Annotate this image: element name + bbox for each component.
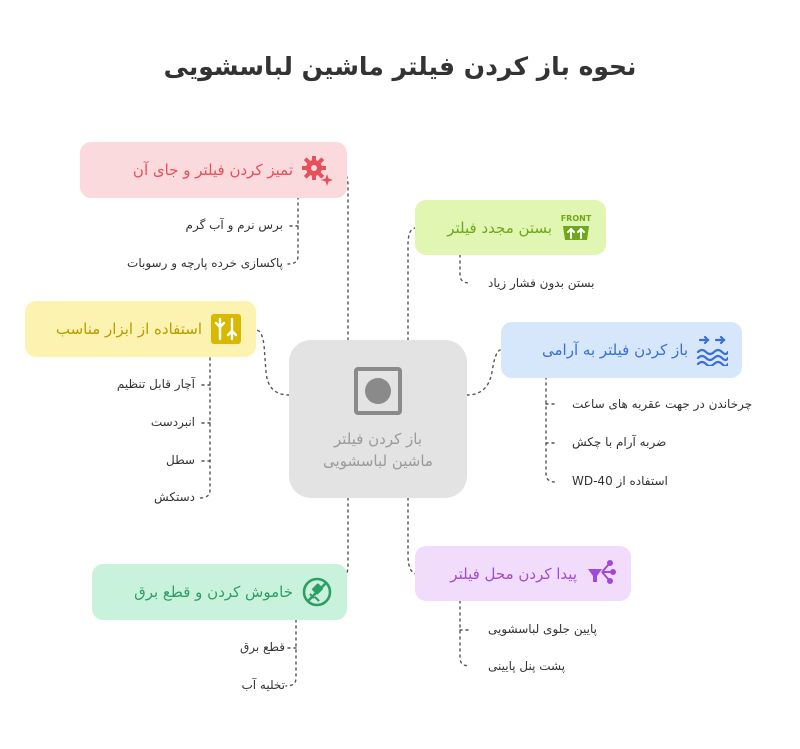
leaf-gentle-2: ضربه آرام با چکش bbox=[572, 435, 667, 449]
central-topic-line-1: باز کردن فیلتر bbox=[333, 430, 423, 448]
front-arrows-icon bbox=[560, 212, 592, 244]
leaf-locate-1: پایین جلوی لباسشویی bbox=[488, 622, 597, 636]
tools-icon bbox=[210, 313, 242, 345]
filter-flow-icon bbox=[585, 558, 617, 590]
leaf-power-1: قطع برق bbox=[239, 640, 285, 654]
leaf-tools-2: انبردست bbox=[150, 415, 195, 429]
leaf-tools-1: آچار قابل تنظیم bbox=[116, 377, 195, 391]
washer-door-icon bbox=[353, 366, 403, 416]
branch-open-gently[interactable] bbox=[501, 322, 742, 378]
branch-reclose-filter-label: بستن مجدد فیلتر bbox=[447, 218, 552, 237]
svg-text:FRONT: FRONT bbox=[560, 213, 592, 223]
branch-proper-tools-label: استفاده از ابزار مناسب bbox=[55, 320, 202, 338]
leaf-clean-1: برس نرم و آب گرم bbox=[185, 218, 283, 232]
branch-locate-filter-label: پیدا کردن محل فیلتر bbox=[450, 564, 577, 583]
leaf-clean-2: پاکسازی خرده پارچه و رسوبات bbox=[127, 256, 283, 270]
leaf-power-2: تخلیه آب bbox=[241, 678, 285, 692]
branch-locate-filter[interactable] bbox=[415, 546, 631, 601]
no-plug-icon bbox=[301, 576, 333, 608]
branch-clean-filter-label: تمیز کردن فیلتر و جای آن bbox=[132, 161, 293, 179]
central-topic bbox=[289, 340, 467, 498]
branch-proper-tools[interactable] bbox=[25, 301, 256, 357]
leaf-gentle-3: استفاده از WD-40 bbox=[572, 474, 668, 488]
leaf-close-1: بستن بدون فشار زیاد bbox=[488, 276, 595, 290]
leaf-gentle-1: چرخاندن در جهت عقربه های ساعت bbox=[572, 397, 753, 411]
branch-power-off-label: خاموش کردن و قطع برق bbox=[134, 583, 293, 601]
water-flow-icon bbox=[696, 334, 728, 366]
branch-clean-filter[interactable] bbox=[80, 142, 347, 198]
branch-open-gently-label: باز کردن فیلتر به آرامی bbox=[542, 341, 688, 359]
leaf-tools-4: دستکش bbox=[154, 490, 195, 504]
page-title: نحوه باز کردن فیلتر ماشین لباسشویی bbox=[163, 52, 637, 81]
branch-reclose-filter[interactable] bbox=[415, 200, 606, 255]
leaf-locate-2: پشت پنل پایینی bbox=[488, 659, 566, 673]
gear-sparkle-icon bbox=[301, 154, 333, 186]
central-topic-line-2: ماشین لباسشویی bbox=[323, 452, 433, 470]
leaf-tools-3: سطل bbox=[166, 453, 195, 467]
branch-power-off[interactable] bbox=[92, 564, 347, 620]
